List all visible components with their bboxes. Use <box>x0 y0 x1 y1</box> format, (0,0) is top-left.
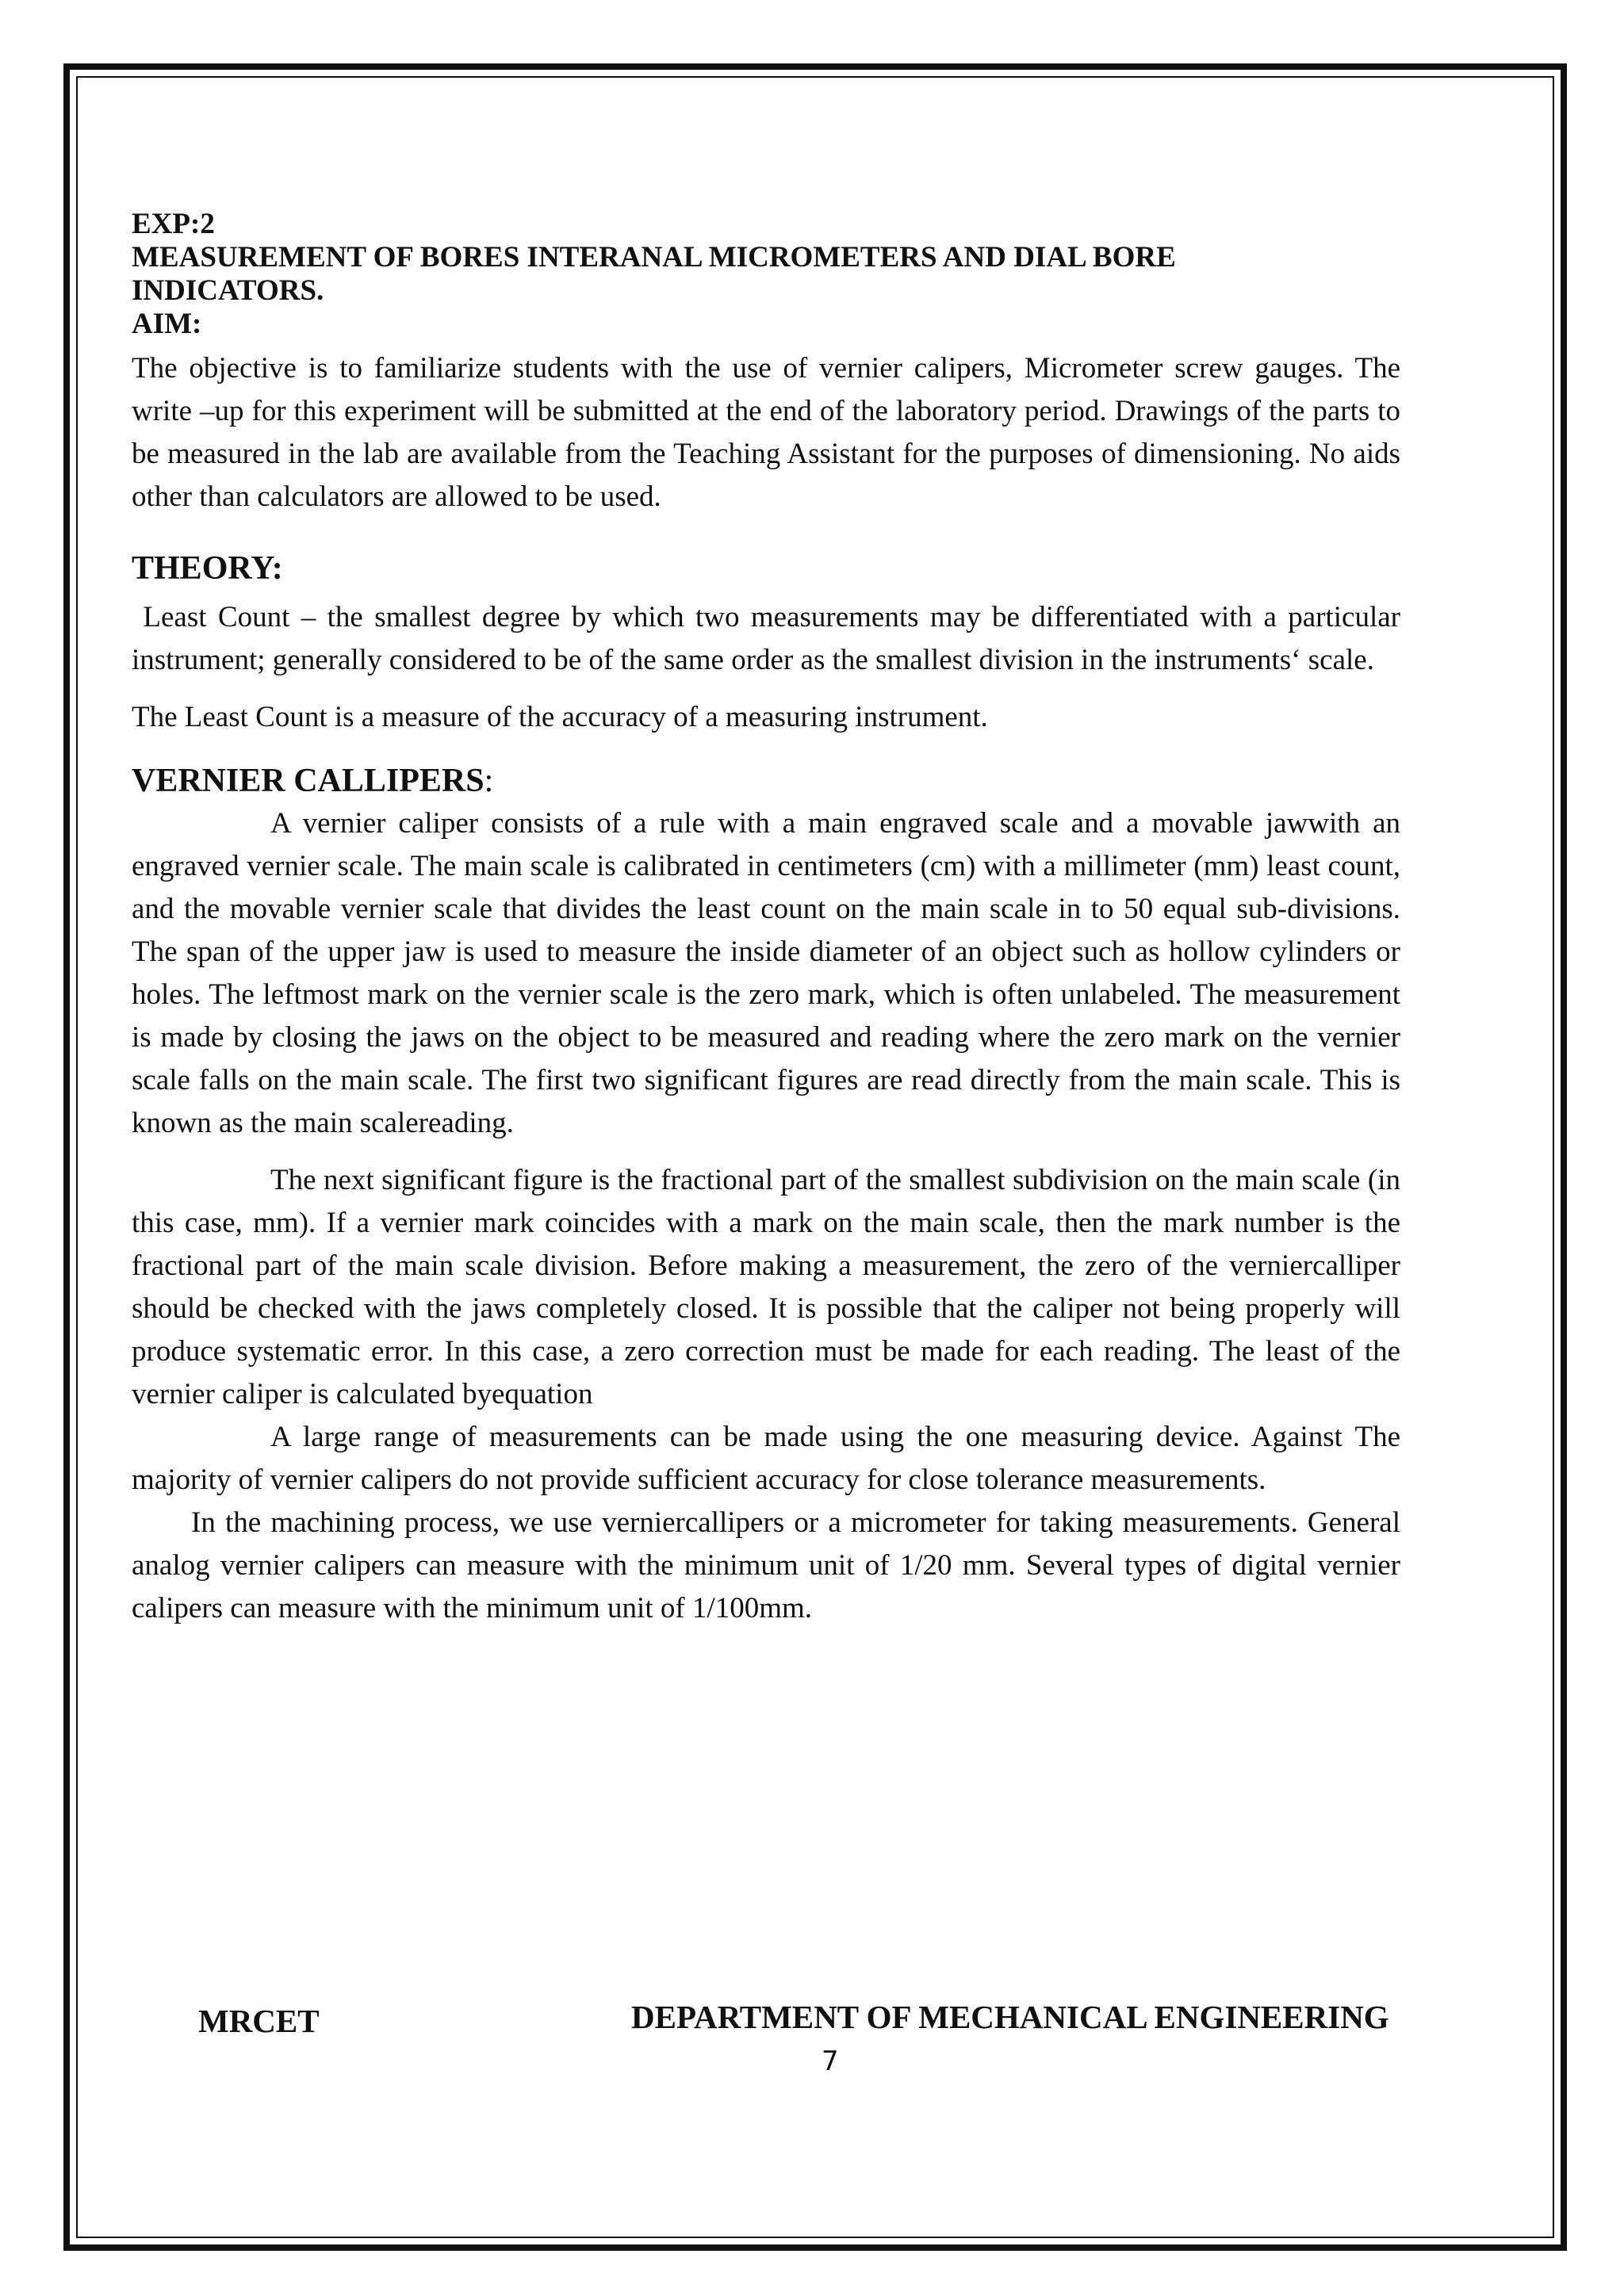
vernier-paragraph-3: A large range of measurements can be made using the one measuring device. Against The majority of vernier calipers do not provide sufficient accuracy for close tolerance measurements. <box>132 1421 1400 1496</box>
experiment-title-line2: INDICATORS. <box>132 274 324 307</box>
aim-heading: AIM: <box>132 308 202 340</box>
theory-paragraph-1: Least Count – the smallest degree by which two measurements may be differentiated with a particular instrument; generally considered to be of the same order as the smallest division in the instruments‘ scale. <box>132 601 1408 676</box>
experiment-title-line1: MEASUREMENT OF BORES INTERANAL MICROMETERS AND DIAL BORE <box>132 241 1176 274</box>
vernier-heading-colon: : <box>484 763 494 799</box>
theory-paragraph-2: The Least Count is a measure of the accuracy of a measuring instrument. <box>132 701 988 733</box>
document-body <box>132 208 1408 1630</box>
vernier-paragraph-2: The next significant figure is the fractional part of the smallest subdivision on the main scale (in this case, mm). If a vernier mark coincides with a mark on the main scale, then the mark number is the fractional part of the main scale division. Before making a measurement, the zero of the verniercalliper should be checked with the jaws completely closed. It is possible that the caliper not being properly will produce systematic error. In this case, a zero correction must be made for each reading. The least of the vernier caliper is calculated byequation <box>132 1164 1400 1410</box>
footer-department: DEPARTMENT OF MECHANICAL ENGINEERING <box>631 1999 1389 2035</box>
footer-institution: MRCET <box>198 2003 320 2039</box>
experiment-label: EXP:2 <box>132 208 215 240</box>
vernier-paragraph-4: In the machining process, we use verniercallipers or a micrometer for taking measurements. General analog vernier calipers can measure with the minimum unit of 1/20 mm. Several types of digital vernier calipers can measure with the minimum unit of 1/100mm. <box>132 1506 1400 1624</box>
aim-paragraph: The objective is to familiarize students with the use of vernier calipers, Micrometer screw gauges. The write –up for this experiment will be submitted at the end of the laboratory period. Drawings of the parts to be measured in the lab are available from the Teaching Assistant for the purposes of dimensioning. No aids other than calculators are allowed to be used. <box>132 352 1400 513</box>
vernier-paragraph-1: A vernier caliper consists of a rule with a main engraved scale and a movable jawwith an engraved vernier scale. The main scale is calibrated in centimeters (cm) with a millimeter (mm) least count, and the movable vernier scale that divides the least count on the main scale in to 50 equal sub-divisions. The span of the upper jaw is used to measure the inside diameter of an object such as hollow cylinders or holes. The leftmost mark on the vernier scale is the zero mark, which is often unlabeled. The measurement is made by closing the jaws on the object to be measured and reading where the zero mark on the vernier scale falls on the main scale. The first two significant figures are read directly from the main scale. This is known as the main scalereading. <box>132 807 1400 1139</box>
vernier-heading-text: VERNIER CALLIPERS <box>132 763 485 799</box>
vernier-heading <box>132 761 1400 801</box>
theory-heading: THEORY: <box>132 550 283 587</box>
page-number: 7 <box>822 2045 839 2077</box>
